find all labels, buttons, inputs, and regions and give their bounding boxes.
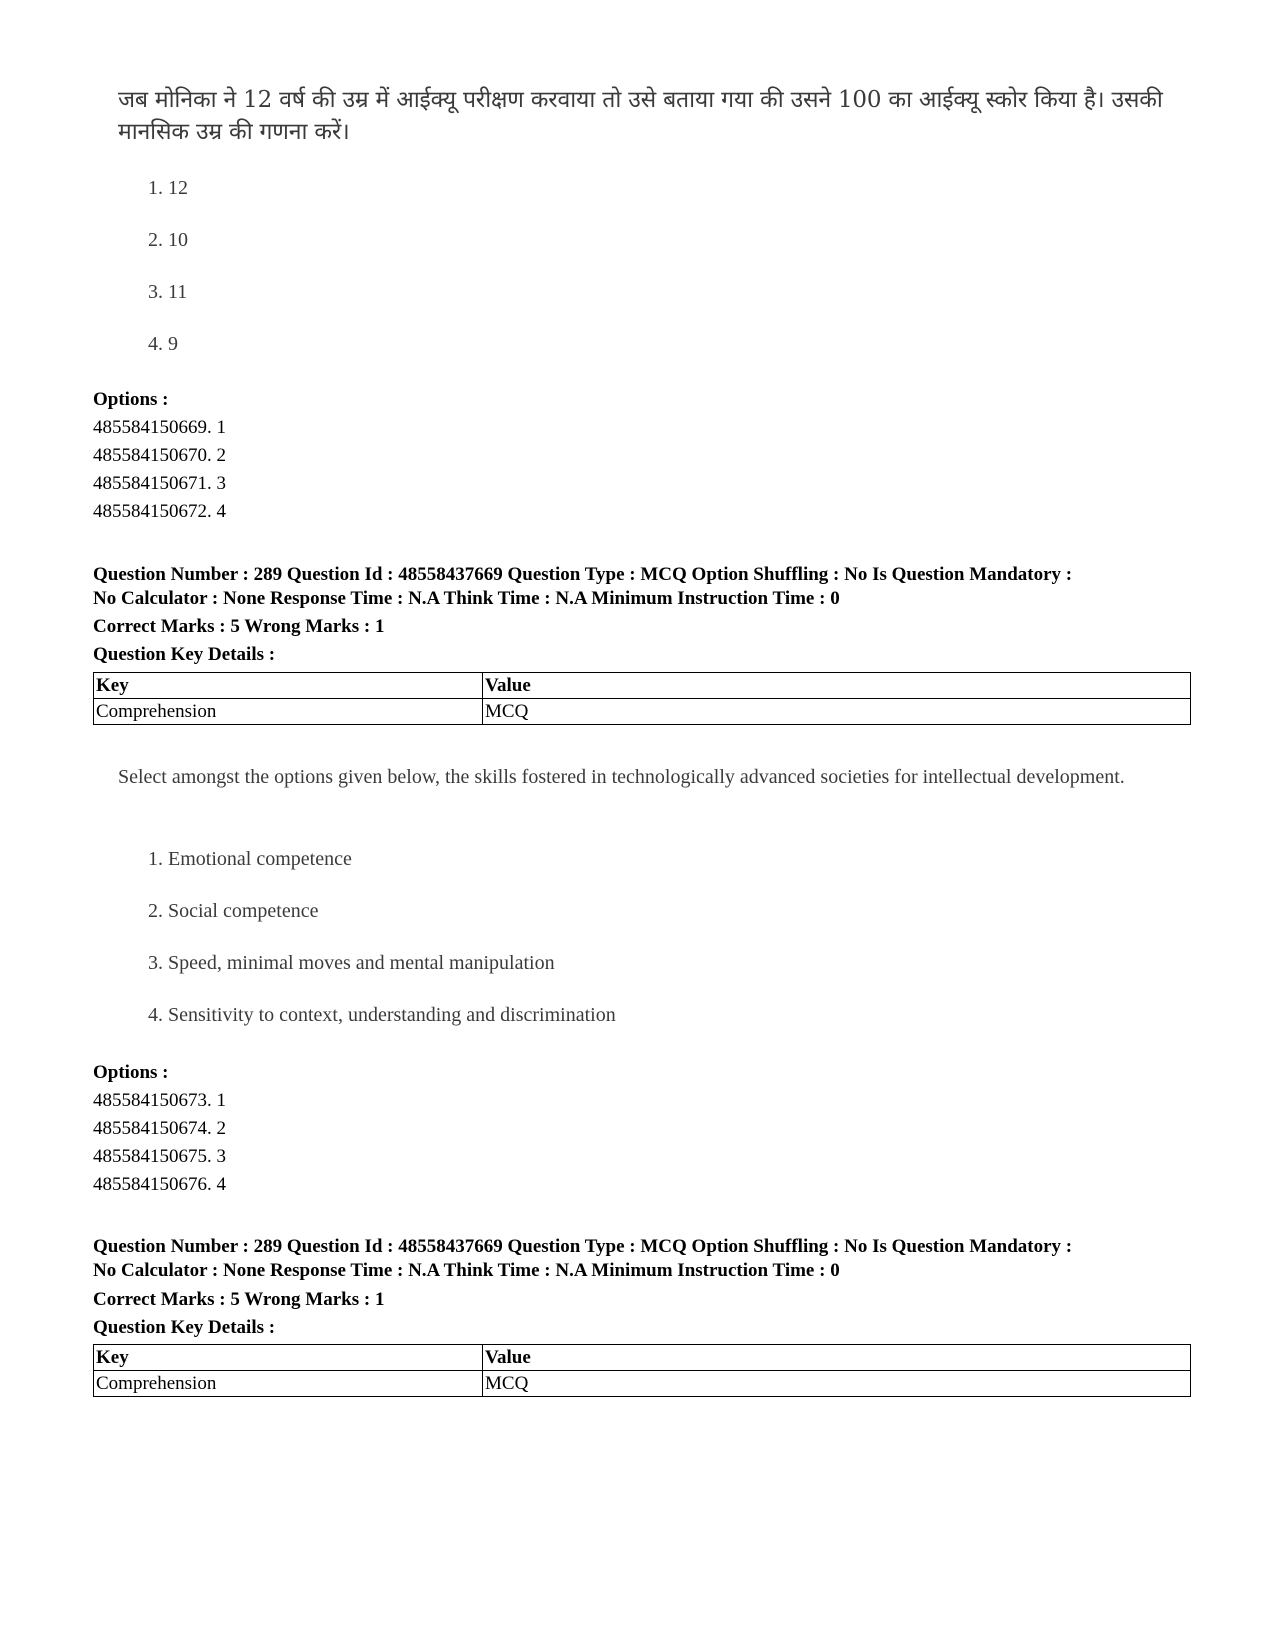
question-2-option-1: 485584150673. 1 [93, 1090, 226, 1111]
table-header-row [94, 673, 1191, 699]
table-header-value: Value [483, 673, 1191, 699]
question-2-option-4: 485584150676. 4 [93, 1174, 226, 1195]
question-2-choice-1: 1. Emotional competence [148, 848, 352, 870]
question-1-option-2: 485584150670. 2 [93, 445, 226, 466]
table-header-value: Value [483, 1345, 1191, 1371]
question-3-key-details-label: Question Key Details : [93, 1317, 276, 1338]
question-1-choice-2: 2. 10 [148, 229, 188, 251]
question-1-choice-4: 4. 9 [148, 333, 178, 355]
table-header-row [94, 1345, 1191, 1371]
table-header-key: Key [94, 673, 483, 699]
question-1-choice-1: 1. 12 [148, 177, 188, 199]
table-header-key: Key [94, 1345, 483, 1371]
question-2-choice-3: 3. Speed, minimal moves and mental manipulation [148, 952, 555, 974]
question-2-meta-line-1: Question Number : 289 Question Id : 48558437669 Question Type : MCQ Option Shuffling : No Is Question Mandatory : [93, 564, 1073, 585]
table-cell-key: Comprehension [94, 699, 483, 725]
question-2-meta-line-2: No Calculator : None Response Time : N.A Think Time : N.A Minimum Instruction Time : 0 [93, 588, 840, 609]
question-1-option-4: 485584150672. 4 [93, 501, 226, 522]
question-2-options-label: Options : [93, 1062, 169, 1083]
question-1-options-label: Options : [93, 389, 169, 410]
question-2-option-3: 485584150675. 3 [93, 1146, 226, 1167]
question-1-text: जब मोनिका ने 12 वर्ष की उम्र में आईक्यू परीक्षण करवाया तो उसे बताया गया की उसने 100 का आईक्यू स्कोर किया है। उसकी मानसिक उम्र की गणना करें। [118, 87, 1163, 145]
question-1-option-1: 485584150669. 1 [93, 417, 226, 438]
question-2-choice-4: 4. Sensitivity to context, understanding and discrimination [148, 1004, 616, 1026]
table-cell-key: Comprehension [94, 1371, 483, 1397]
question-2-key-table [93, 672, 1191, 725]
question-2-marks: Correct Marks : 5 Wrong Marks : 1 [93, 616, 385, 637]
question-1-option-3: 485584150671. 3 [93, 473, 226, 494]
table-row [94, 1371, 1191, 1397]
question-2-choice-2: 2. Social competence [148, 900, 319, 922]
question-2-text: Select amongst the options given below, the skills fostered in technologically advanced societies for intellectual development. [118, 766, 1125, 788]
question-3-meta-line-1: Question Number : 289 Question Id : 48558437669 Question Type : MCQ Option Shuffling : No Is Question Mandatory : [93, 1236, 1073, 1257]
question-3-marks: Correct Marks : 5 Wrong Marks : 1 [93, 1289, 385, 1310]
question-1-choice-3: 3. 11 [148, 281, 188, 303]
question-2-option-2: 485584150674. 2 [93, 1118, 226, 1139]
question-2-key-details-label: Question Key Details : [93, 644, 276, 665]
table-cell-value: MCQ [483, 1371, 1191, 1397]
table-cell-value: MCQ [483, 699, 1191, 725]
question-3-key-table [93, 1344, 1191, 1397]
table-row [94, 699, 1191, 725]
question-3-meta-line-2: No Calculator : None Response Time : N.A Think Time : N.A Minimum Instruction Time : 0 [93, 1260, 840, 1281]
